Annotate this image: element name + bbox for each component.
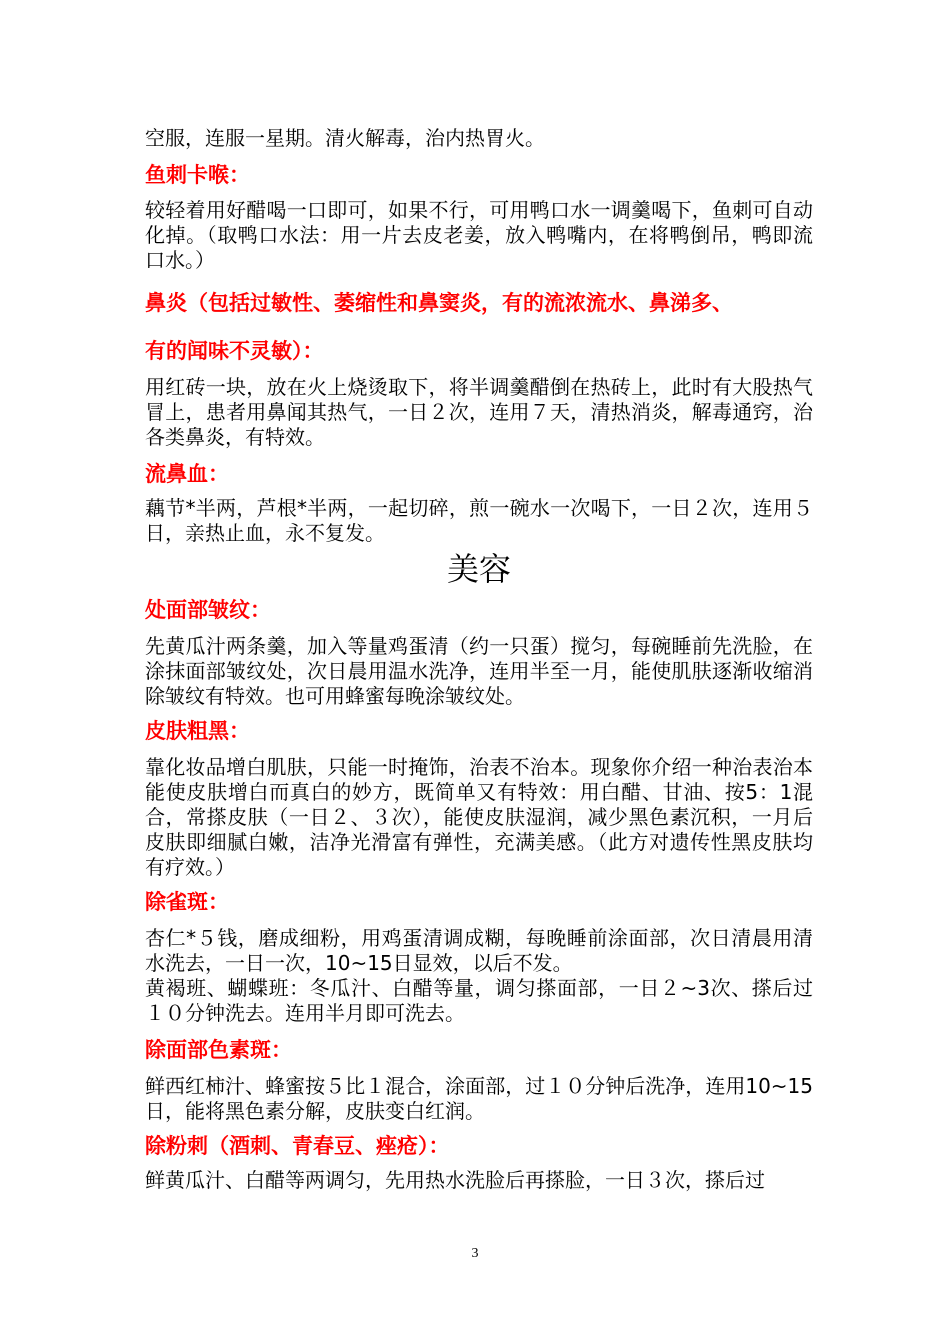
heading-fish-bone: 鱼刺卡喉： [145, 163, 250, 187]
heading-wrinkles: 处面部皱纹： [145, 598, 271, 622]
page-content [145, 120, 813, 1193]
paragraph-rhinitis: 用红砖一块，放在火上烧烫取下，将半调羹醋倒在热砖上，此时有大股热气冒上，患者用鼻闻其热气，一日２次，连用７天，清热消炎，解毒通窍，治各类鼻炎，有特效。 [145, 375, 813, 449]
paragraph-pigment: 鲜西红柿汁、蜂蜜按５比１混合，涂面部，过１０分钟后洗净，连用10~15日，能将黑色素分解，皮肤变白红润。 [145, 1074, 813, 1123]
paragraph-dark-skin: 靠化妆品增白肌肤，只能一时掩饰，治表不治本。现象你介绍一种治表治本能使皮肤增白而真白的妙方，既简单又有特效：用白醋、甘油、按5：1混合，常搽皮肤（一日２、３次），能使皮肤湿润，减少黑色素沉积，一月后皮肤即细腻白嫩，洁净光滑富有弹性，充满美感。（此方对遗传性黑皮肤均有疗效。） [145, 755, 813, 879]
heading-rhinitis-line1: 鼻炎（包括过敏性、萎缩性和鼻窦炎，有的流浓流水、鼻涕多、 [145, 291, 733, 315]
heading-pigment: 除面部色素斑： [145, 1038, 292, 1062]
paragraph-acne: 鲜黄瓜汁、白醋等两调匀，先用热水洗脸后再搽脸，一日３次，搽后过 [145, 1168, 765, 1192]
paragraph-freckles: 杏仁*５钱，磨成细粉，用鸡蛋清调成糊，每晚睡前涂面部，次日清晨用清水洗去，一日一次，10~15日显效，以后不发。 [145, 926, 813, 975]
paragraph-wrinkles: 先黄瓜汁两条羹，加入等量鸡蛋清（约一只蛋）搅匀，每碗睡前先洗脸，在涂抹面部皱纹处，次日晨用温水洗净，连用半至一月，能使肌肤逐渐收缩消除皱纹有特效。也可用蜂蜜每晚涂皱纹处。 [145, 634, 813, 708]
heading-dark-skin: 皮肤粗黑： [145, 719, 250, 743]
paragraph-nosebleed: 藕节*半两，芦根*半两，一起切碎，煎一碗水一次喝下，一日２次，连用５日，亲热止血，永不复发。 [145, 496, 813, 545]
paragraph-freckles-2: 黄褐班、蝴蝶班：冬瓜汁、白醋等量，调匀搽面部，一日２~3次、搽后过１０分钟洗去。连用半月即可洗去。 [145, 976, 813, 1025]
paragraph-top: 空服，连服一星期。清火解毒，治内热胃火。 [145, 126, 545, 150]
page-number: 3 [471, 1246, 479, 1261]
heading-nosebleed: 流鼻血： [145, 462, 229, 486]
heading-acne: 除粉刺（酒刺、青春豆、痤疮）： [145, 1134, 450, 1158]
section-title-beauty: 美容 [446, 550, 511, 588]
heading-freckles: 除雀斑： [145, 890, 229, 914]
heading-rhinitis-line2: 有的闻味不灵敏）： [145, 339, 324, 363]
paragraph-fish-bone: 较轻着用好醋喝一口即可，如果不行，可用鸭口水一调羹喝下，鱼刺可自动化掉。（取鸭口水法：用一片去皮老姜，放入鸭嘴内，在将鸭倒吊，鸭即流口水。） [145, 198, 813, 272]
